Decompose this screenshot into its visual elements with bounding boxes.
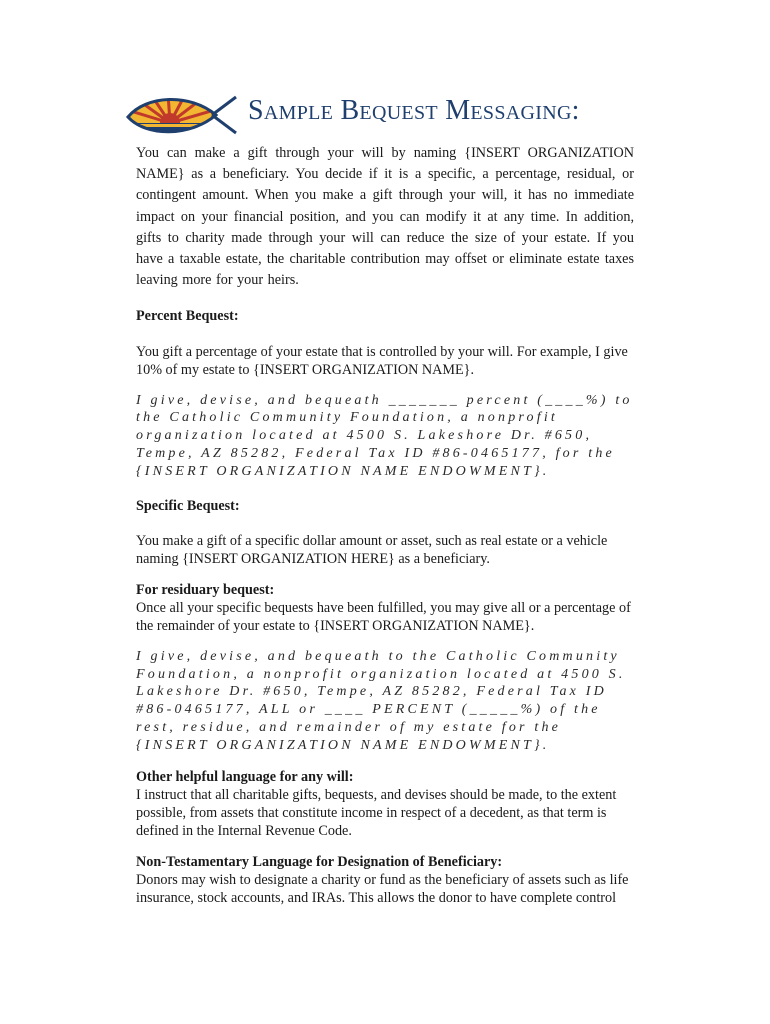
residuary-bequest-heading: For residuary bequest: bbox=[136, 581, 275, 598]
page-title: Sample Bequest Messaging: bbox=[248, 95, 580, 126]
specific-bequest-text: You make a gift of a specific dollar amount or asset, such as real estate or a vehicle naming {INSERT ORGANIZATION HERE} as a beneficiary. bbox=[136, 532, 608, 567]
percent-bequest-legal-language: I give, devise, and bequeath _______ percent (____%) to the Catholic Community Foundation, a nonprofit organization located at 4500 S. Lakeshore Dr. #650, Tempe, AZ 85282, Federal Tax ID #86-0465177, for the {INSERT ORGANIZATION NAME ENDOWMENT}. bbox=[136, 392, 633, 479]
non-testamentary-text: Donors may wish to designate a charity or fund as the beneficiary of assets such as life insurance, stock accounts, and IRAs. This allows the donor to have complete control bbox=[136, 871, 629, 906]
helpful-language-heading: Other helpful language for any will: bbox=[136, 768, 354, 785]
intro-paragraph: You can make a gift through your will by naming {INSERT ORGANIZATION NAME} as a beneficiary. You decide if it is a specific, a percentage, residual, or contingent amount. When you make a gift through your will, it has no immediate impact on your financial position, and you can modify it at any time. In addition, gifts to charity made through your will can reduce the size of your estate. If you have a taxable estate, the charitable contribution may offset or eliminate estate taxes leaving more for your heirs. bbox=[136, 145, 634, 289]
fish-sun-logo-icon bbox=[124, 93, 240, 137]
specific-bequest-heading: Specific Bequest: bbox=[136, 497, 240, 514]
document-body bbox=[136, 143, 634, 907]
percent-bequest-heading: Percent Bequest: bbox=[136, 308, 239, 325]
non-testamentary-heading: Non-Testamentary Language for Designation of Beneficiary: bbox=[136, 853, 503, 870]
helpful-language-text: I instruct that all charitable gifts, bequests, and devises should be made, to the extent possible, from assets that constitute income in respect of a decedent, as that term is defined in the Internal Revenue Code. bbox=[136, 786, 617, 839]
residuary-bequest-legal-language: I give, devise, and bequeath to the Catholic Community Foundation, a nonprofit organization located at 4500 S. Lakeshore Dr. #650, Tempe, AZ 85282, Federal Tax ID #86-0465177, ALL or ____ PERCENT (_____%) of the rest, residue, and remainder of my estate for the {INSERT ORGANIZATION NAME ENDOWMENT}. bbox=[136, 648, 626, 753]
residuary-bequest-text: Once all your specific bequests have been fulfilled, you may give all or a percentage of the remainder of your estate to {INSERT ORGANIZATION NAME}. bbox=[136, 599, 631, 634]
percent-bequest-text: You gift a percentage of your estate that is controlled by your will. For example, I give 10% of my estate to {INSERT ORGANIZATION NAME}. bbox=[136, 343, 628, 378]
